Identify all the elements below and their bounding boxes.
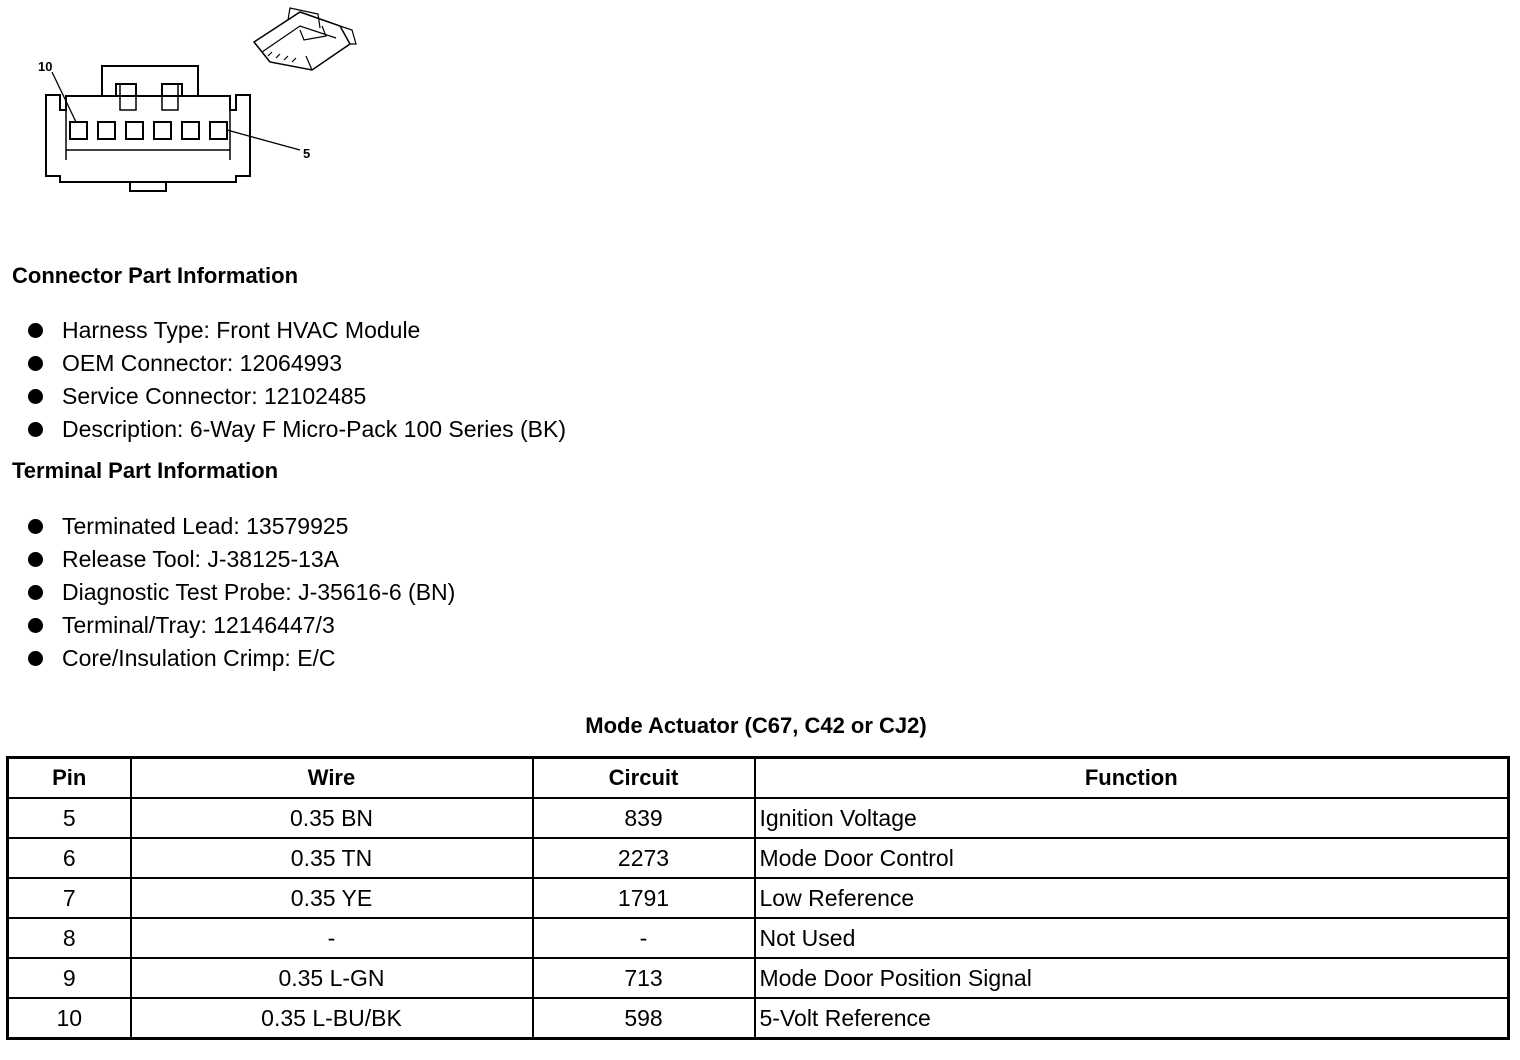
- table-row: [8, 798, 1509, 838]
- list-item: OEM Connector: 12064993: [28, 347, 566, 380]
- cell-pin: 7: [8, 878, 131, 918]
- list-item: Terminated Lead: 13579925: [28, 510, 455, 543]
- header-pin: Pin: [8, 758, 131, 799]
- cell-wire: 0.35 L-BU/BK: [131, 998, 533, 1039]
- cell-pin: 5: [8, 798, 131, 838]
- cell-wire: 0.35 L-GN: [131, 958, 533, 998]
- pin-label-5: 5: [303, 146, 311, 161]
- pin-label-10: 10: [38, 59, 53, 74]
- list-item: Harness Type: Front HVAC Module: [28, 314, 566, 347]
- cell-wire: 0.35 YE: [131, 878, 533, 918]
- cell-circuit: 713: [533, 958, 755, 998]
- table-row: [8, 838, 1509, 878]
- bullet-icon: [28, 422, 43, 437]
- connector-info-list: [28, 314, 566, 446]
- cell-function: Not Used: [755, 918, 1509, 958]
- bullet-icon: [28, 651, 43, 666]
- connector-diagram: [0, 0, 380, 210]
- cell-circuit: 598: [533, 998, 755, 1039]
- bullet-icon: [28, 356, 43, 371]
- list-item: Service Connector: 12102485: [28, 380, 566, 413]
- terminal-info-list: [28, 510, 455, 675]
- cell-circuit: 839: [533, 798, 755, 838]
- list-item: Terminal/Tray: 12146447/3: [28, 609, 455, 642]
- terminal-section-title: Terminal Part Information: [12, 458, 279, 483]
- table-row: [8, 918, 1509, 958]
- cell-function: Mode Door Control: [755, 838, 1509, 878]
- bullet-icon: [28, 585, 43, 600]
- cell-pin: 9: [8, 958, 131, 998]
- connector-section-title: Connector Part Information: [12, 263, 299, 288]
- connector-bottom-tab: [130, 182, 166, 191]
- header-wire: Wire: [131, 758, 533, 799]
- bullet-icon: [28, 552, 43, 567]
- list-item: Diagnostic Test Probe: J-35616-6 (BN): [28, 576, 455, 609]
- cell-circuit: -: [533, 918, 755, 958]
- bullet-icon: [28, 519, 43, 534]
- list-item: Description: 6-Way F Micro-Pack 100 Series (BK): [28, 413, 566, 446]
- table-row: [8, 998, 1509, 1039]
- cell-wire: 0.35 TN: [131, 838, 533, 878]
- cell-pin: 10: [8, 998, 131, 1039]
- table-header-row: [8, 758, 1509, 799]
- cell-function: 5-Volt Reference: [755, 998, 1509, 1039]
- connector-iso-view: [254, 12, 350, 70]
- table-title: Mode Actuator (C67, C42 or CJ2): [585, 713, 927, 738]
- header-circuit: Circuit: [533, 758, 755, 799]
- cell-function: Low Reference: [755, 878, 1509, 918]
- cell-function: Mode Door Position Signal: [755, 958, 1509, 998]
- cell-pin: 6: [8, 838, 131, 878]
- cell-pin: 8: [8, 918, 131, 958]
- cell-wire: -: [131, 918, 533, 958]
- pinout-table: [6, 756, 1510, 1040]
- header-function: Function: [755, 758, 1509, 799]
- table-row: [8, 878, 1509, 918]
- list-item: Release Tool: J-38125-13A: [28, 543, 455, 576]
- list-item: Core/Insulation Crimp: E/C: [28, 642, 455, 675]
- bullet-icon: [28, 389, 43, 404]
- cell-circuit: 2273: [533, 838, 755, 878]
- bullet-icon: [28, 618, 43, 633]
- bullet-icon: [28, 323, 43, 338]
- cell-wire: 0.35 BN: [131, 798, 533, 838]
- cell-circuit: 1791: [533, 878, 755, 918]
- cell-function: Ignition Voltage: [755, 798, 1509, 838]
- table-row: [8, 958, 1509, 998]
